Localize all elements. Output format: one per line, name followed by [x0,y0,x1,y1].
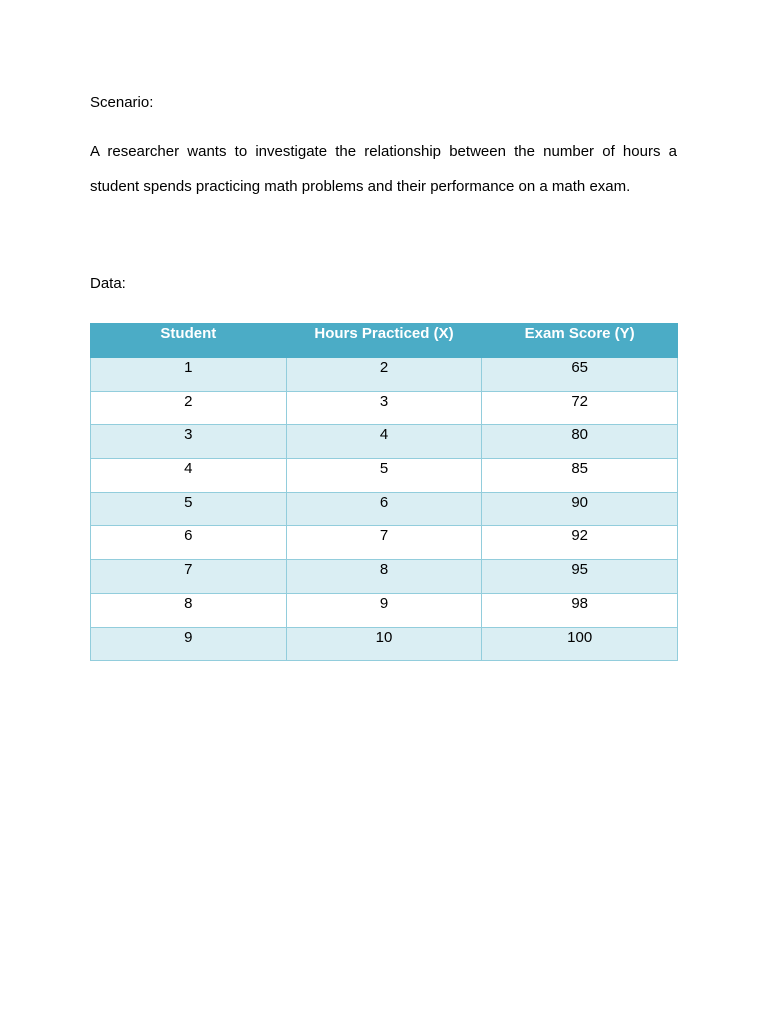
cell-score: 98 [482,593,678,627]
cell-score: 95 [482,560,678,594]
cell-hours: 6 [286,492,482,526]
scenario-paragraph: A researcher wants to investigate the relationship between the number of hours a student spends practicing math problems and their performance on a math exam. [90,143,677,195]
cell-student: 7 [91,560,287,594]
cell-student: 1 [91,358,287,392]
header-hours-practiced: Hours Practiced (X) [286,324,482,358]
cell-student: 8 [91,593,287,627]
cell-hours: 8 [286,560,482,594]
table-row [91,627,678,661]
cell-hours: 10 [286,627,482,661]
table-row [91,492,678,526]
cell-student: 5 [91,492,287,526]
data-table [90,323,678,661]
cell-hours: 4 [286,425,482,459]
table-row [91,560,678,594]
cell-score: 90 [482,492,678,526]
header-exam-score: Exam Score (Y) [482,324,678,358]
cell-hours: 9 [286,593,482,627]
cell-score: 80 [482,425,678,459]
cell-student: 6 [91,526,287,560]
cell-student: 9 [91,627,287,661]
cell-student: 2 [91,391,287,425]
scenario-heading: Scenario: [90,94,154,111]
cell-score: 85 [482,459,678,493]
header-student: Student [91,324,287,358]
cell-score: 100 [482,627,678,661]
cell-score: 72 [482,391,678,425]
data-heading: Data: [90,275,126,292]
cell-student: 3 [91,425,287,459]
table-row [91,391,678,425]
cell-score: 65 [482,358,678,392]
table-row [91,358,678,392]
cell-student: 4 [91,459,287,493]
cell-hours: 2 [286,358,482,392]
cell-hours: 5 [286,459,482,493]
table-row [91,425,678,459]
cell-score: 92 [482,526,678,560]
table-row [91,526,678,560]
cell-hours: 3 [286,391,482,425]
table-row [91,593,678,627]
table-header-row [91,324,678,358]
cell-hours: 7 [286,526,482,560]
table-row [91,459,678,493]
